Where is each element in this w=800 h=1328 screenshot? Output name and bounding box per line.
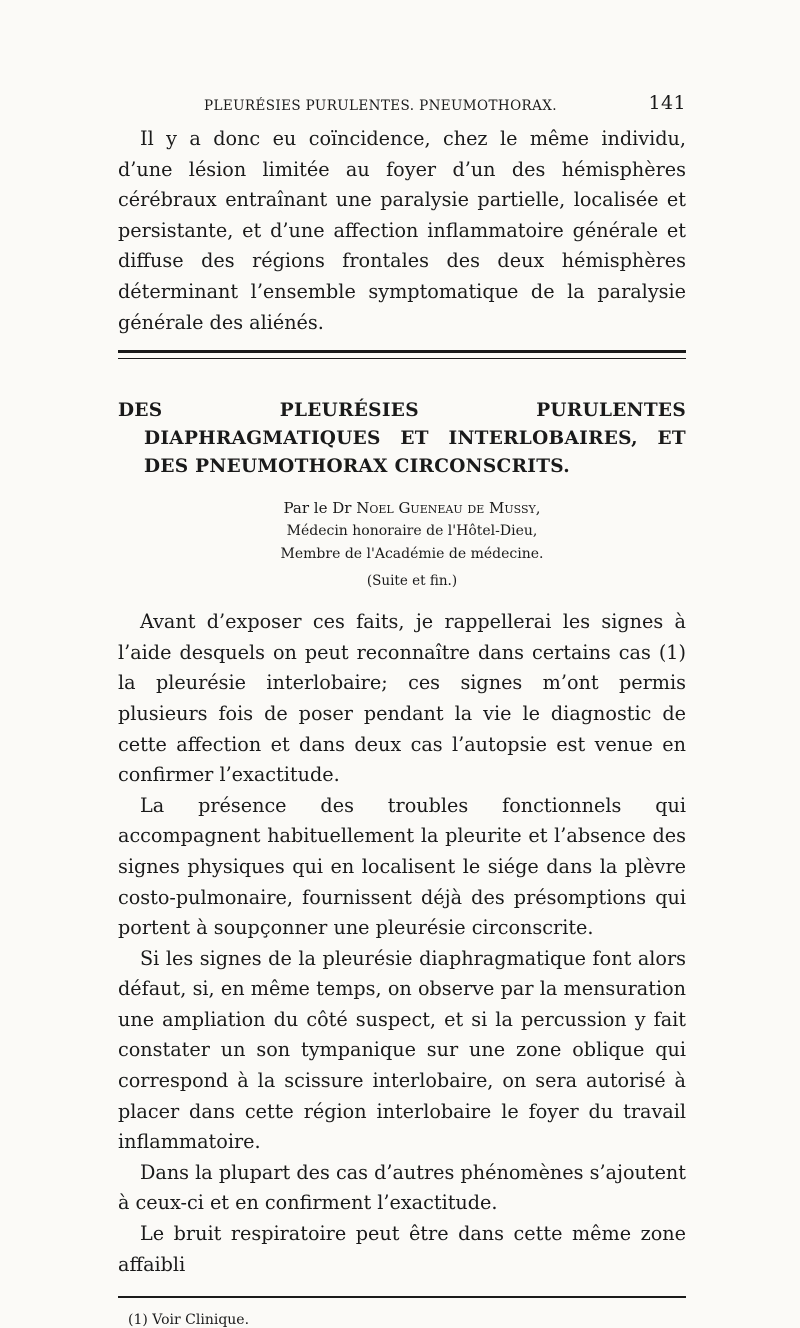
continuation-note: (Suite et fin.) — [366, 573, 458, 590]
intro-paragraph: Il y a donc eu coïncidence, chez le même individu, d’une lésion limitée au foyer d’un des hémisphères cérébraux entraînant une paralysie partielle, localisée et persistante, et d’une affection inflammatoire générale et diffuse des régions frontales des deux hémisphères déterminant l’ensemble symptomatique de la paralysie générale des aliénés. — [118, 127, 686, 334]
section-divider — [118, 350, 686, 359]
book-page — [118, 92, 686, 1328]
body-paragraph: Avant d’exposer ces faits, je rappellerai les signes à l’aide desquels on peut reconnaître dans certains cas (1) la pleurésie interlobaire; ces signes m’ont permis plusieurs fois de poser pendant la vie le diagnostic de cette affection et dans deux cas l’autopsie est venue en confirmer l’exactitude. — [118, 610, 686, 787]
running-head — [118, 92, 686, 122]
body-paragraph: Si les signes de la pleurésie diaphragmatique font alors défaut, si, en même temps, on observe par la mensuration une ampliation du côté suspect, et si la percussion y fait constater un son tympanique sur une zone oblique qui correspond à la scissure interlobaire, on sera autorisé à placer dans cette région interlobaire le foyer du travail inflammatoire. — [118, 946, 686, 1154]
byline — [118, 497, 686, 593]
article-body — [118, 607, 686, 1280]
body-paragraph: Dans la plupart des cas d’autres phénomènes s’ajoutent à ceux-ci et en confirment l’exactitude. — [118, 1160, 686, 1215]
page-number: 141 — [648, 92, 686, 114]
footnote-rule — [118, 1296, 686, 1298]
article-title: DES PLEURÉSIES PURULENTES DIAPHRAGMATIQUES ET INTERLOBAIRES, ET DES PNEUMOTHORAX CIRCONSCRITS. — [118, 400, 686, 478]
body-paragraph: La présence des troubles fonctionnels qui accompagnent habituellement la pleurite et l’absence des signes physiques qui en localisent le siége dans la plèvre costo-pulmonaire, fournissent déjà des présomptions qui portent à soupçonner une pleurésie circonscrite. — [118, 793, 686, 940]
author-line — [138, 497, 686, 520]
affiliation-line-1: Médecin honoraire de l'Hôtel-Dieu, — [286, 523, 538, 540]
body-paragraph: Le bruit respiratoire peut être dans cette même zone affaibli — [118, 1222, 686, 1276]
byline-prefix: Par le Dr — [283, 499, 352, 518]
author-name: Noel Gueneau de Mussy, — [356, 499, 541, 518]
running-title: PLEURÉSIES PURULENTES. PNEUMOTHORAX. — [204, 98, 557, 114]
footnote: (1) Voir Clinique. — [128, 1312, 250, 1328]
affiliation-line-2: Membre de l'Académie de médecine. — [280, 546, 544, 563]
